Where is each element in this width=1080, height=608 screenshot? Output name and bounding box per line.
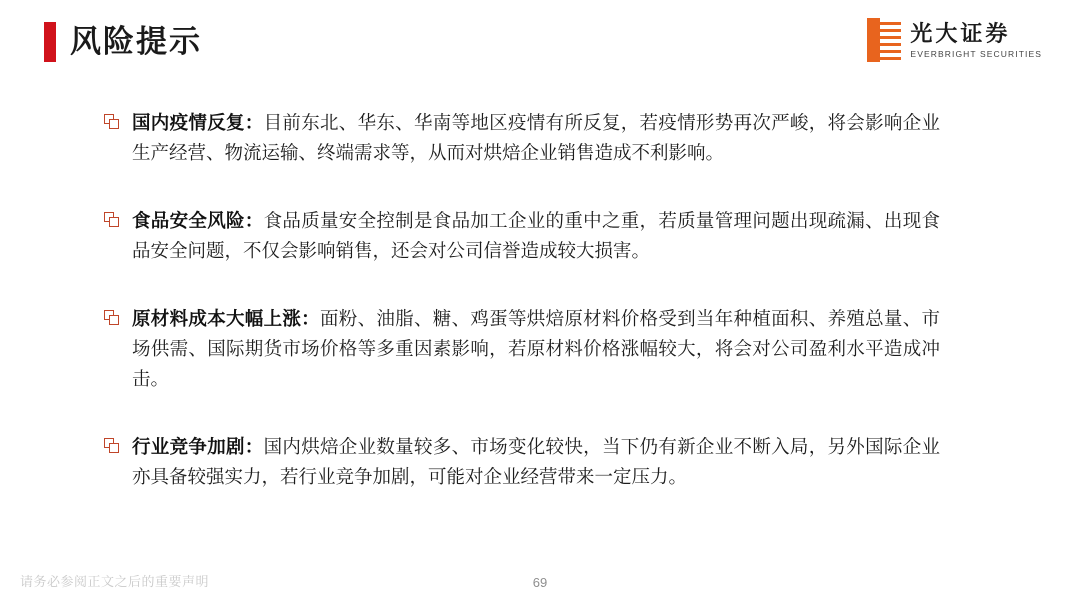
list-item-body xyxy=(132,432,940,492)
list-item xyxy=(104,432,940,492)
list-item-lead: 食品安全风险： xyxy=(132,210,264,231)
list-item-body xyxy=(132,304,940,394)
list-item-lead: 行业竞争加剧： xyxy=(132,436,264,457)
risk-list xyxy=(104,108,940,492)
list-item-lead: 国内疫情反复： xyxy=(132,112,264,133)
list-item-text: 目前东北、华东、华南等地区疫情有所反复，若疫情形势再次严峻，将会影响企业生产经营、物流运输、终端需求等，从而对烘焙企业销售造成不利影响。 xyxy=(132,112,940,163)
list-item-lead: 原材料成本大幅上涨： xyxy=(132,308,320,329)
double-square-bullet-icon xyxy=(104,438,120,454)
logo-name-en: EVERBRIGHT SECURITIES xyxy=(910,48,1042,59)
brand-logo xyxy=(867,18,1042,62)
list-item-body xyxy=(132,206,940,266)
list-item-body xyxy=(132,108,940,168)
double-square-bullet-icon xyxy=(104,212,120,228)
list-item-text: 国内烘焙企业数量较多、市场变化较快，当下仍有新企业不断入局，另外国际企业亦具备较强实力，若行业竞争加剧，可能对企业经营带来一定压力。 xyxy=(132,436,940,487)
footer-disclaimer: 请务必参阅正文之后的重要声明 xyxy=(20,574,210,589)
list-item xyxy=(104,206,940,266)
page-number: 69 xyxy=(532,575,548,590)
logo-mark-icon xyxy=(867,18,901,62)
page-title xyxy=(44,22,202,62)
list-item xyxy=(104,108,940,168)
double-square-bullet-icon xyxy=(104,310,120,326)
list-item xyxy=(104,304,940,394)
list-item-text: 面粉、油脂、糖、鸡蛋等烘焙原材料价格受到当年种植面积、养殖总量、市场供需、国际期货市场价格等多重因素影响，若原材料价格涨幅较大，将会对公司盈利水平造成冲击。 xyxy=(132,308,940,389)
list-item-text: 食品质量安全控制是食品加工企业的重中之重，若质量管理问题出现疏漏、出现食品安全问题，不仅会影响销售，还会对公司信誉造成较大损害。 xyxy=(132,210,940,261)
title-accent-bar xyxy=(44,22,56,62)
title-text: 风险提示 xyxy=(70,24,202,59)
double-square-bullet-icon xyxy=(104,114,120,130)
logo-name-cn: 光大证券 xyxy=(910,20,1011,46)
